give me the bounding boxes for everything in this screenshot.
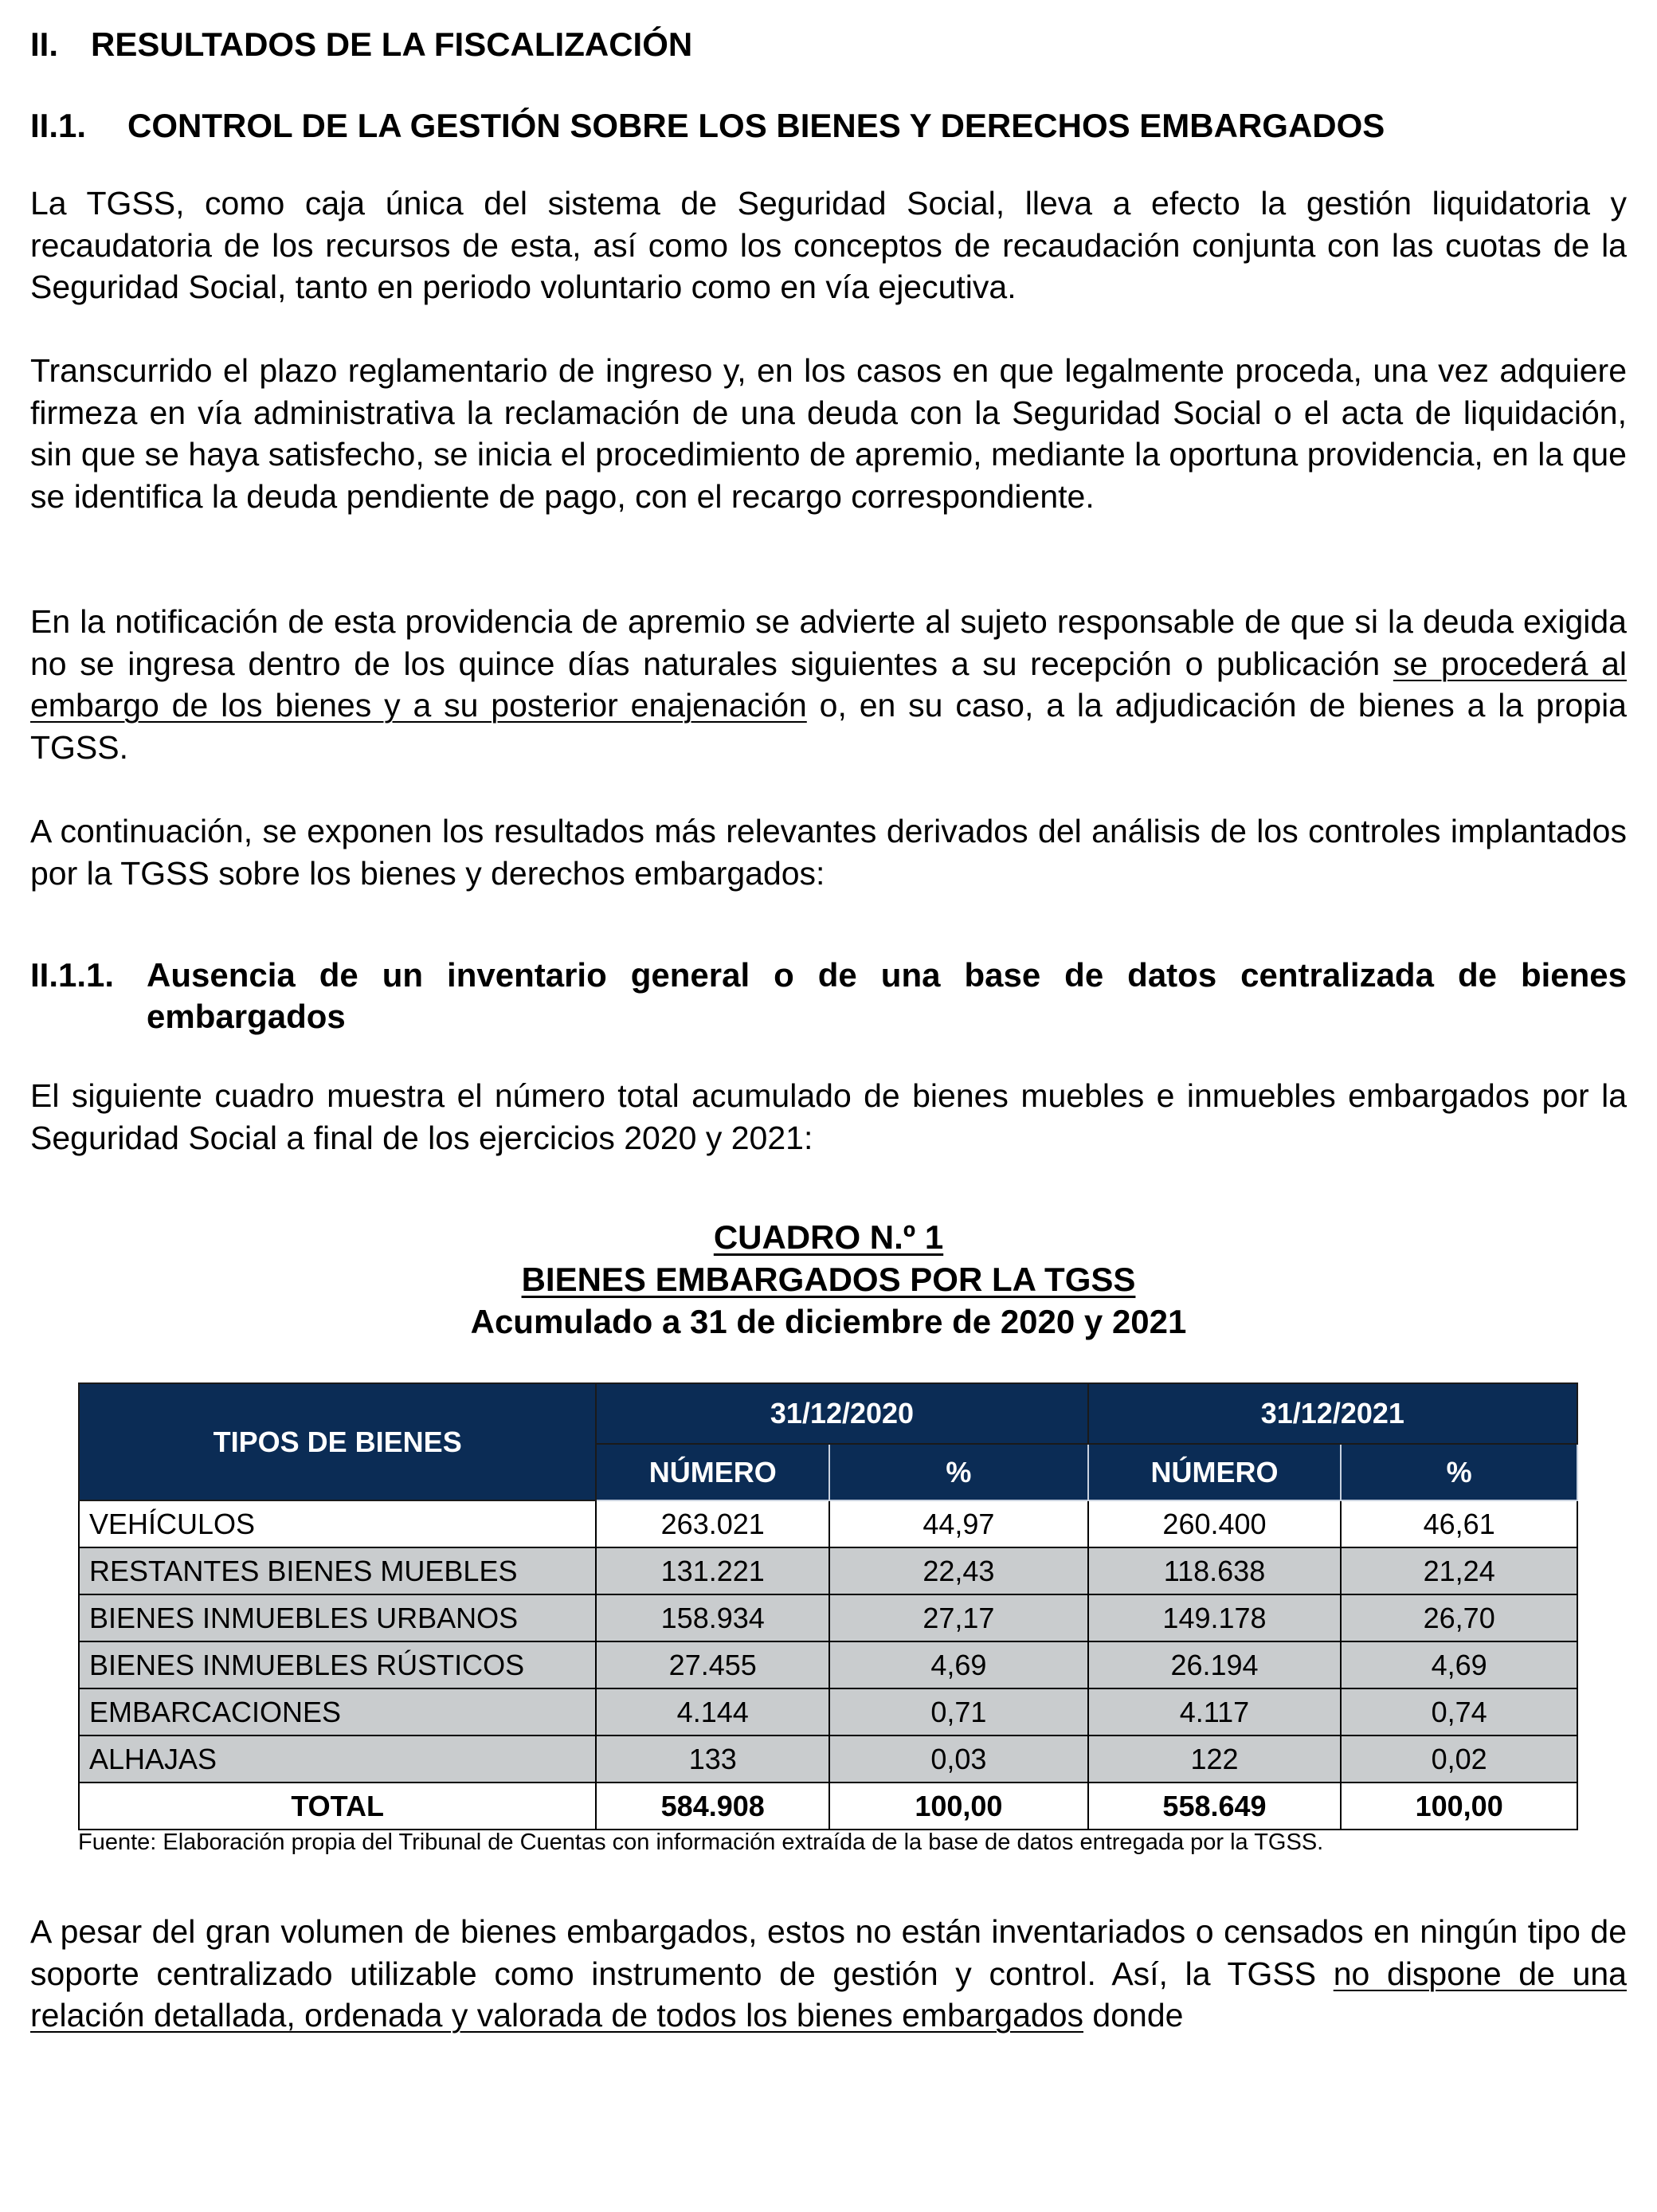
row-label: BIENES INMUEBLES RÚSTICOS xyxy=(79,1641,596,1688)
header-number-2021: NÚMERO xyxy=(1088,1444,1342,1500)
table-row xyxy=(79,1547,1577,1594)
cell-percent-2020: 0,03 xyxy=(829,1735,1088,1783)
paragraph-6-text-b: donde xyxy=(1083,1997,1184,2034)
paragraph-3 xyxy=(30,601,1627,768)
table-source-note: Fuente: Elaboración propia del Tribunal de Cuentas con información extraída de la base de datos entregada por la TGSS. xyxy=(78,1830,1324,1855)
row-label: RESTANTES BIENES MUEBLES xyxy=(79,1547,596,1594)
row-label: ALHAJAS xyxy=(79,1735,596,1783)
row-label: VEHÍCULOS xyxy=(79,1500,596,1547)
subsubsection-heading xyxy=(30,955,1627,1037)
paragraph-3-text-a: En la notificación de esta providencia de apremio se advierte al sujeto responsable de que si la deuda exigida no se ingresa dentro de los quince días naturales siguientes a su recepción o publicación xyxy=(30,603,1627,682)
table-caption-title xyxy=(30,1259,1627,1300)
table-caption-line-3: Acumulado a 31 de diciembre de 2020 y 2021 xyxy=(470,1303,1187,1340)
header-date-2020: 31/12/2020 xyxy=(596,1383,1087,1444)
header-asset-type: TIPOS DE BIENES xyxy=(79,1383,596,1500)
cell-percent-2021: 46,61 xyxy=(1341,1500,1577,1547)
cell-percent-2020: 0,71 xyxy=(829,1688,1088,1735)
paragraph-3-text-b: o, en su caso, a la adjudicación de bienes a la propia TGSS. xyxy=(30,687,1627,766)
cell-percent-2020: 4,69 xyxy=(829,1641,1088,1688)
cell-number-2021: 4.117 xyxy=(1088,1688,1342,1735)
cell-percent-2021: 21,24 xyxy=(1341,1547,1577,1594)
section-title: RESULTADOS DE LA FISCALIZACIÓN xyxy=(91,25,693,63)
cell-number-2021: 260.400 xyxy=(1088,1500,1342,1547)
subsubsection-title: Ausencia de un inventario general o de una base de datos centralizada de bienes embargados xyxy=(147,956,1627,1035)
total-percent-2020: 100,00 xyxy=(829,1783,1088,1830)
subsection-title: CONTROL DE LA GESTIÓN SOBRE LOS BIENES Y DERECHOS EMBARGADOS xyxy=(127,107,1385,144)
subsubsection-number: II.1.1. xyxy=(30,956,115,994)
table-caption-line-2: BIENES EMBARGADOS POR LA TGSS xyxy=(521,1261,1136,1298)
subsection-heading xyxy=(30,105,1385,147)
paragraph-3-underlined: se procederá al embargo de los bienes y a su posterior enajenación xyxy=(30,645,1627,724)
cell-number-2020: 131.221 xyxy=(596,1547,829,1594)
table-row xyxy=(79,1594,1577,1641)
cell-number-2020: 158.934 xyxy=(596,1594,829,1641)
cell-percent-2021: 4,69 xyxy=(1341,1641,1577,1688)
table-caption-number xyxy=(30,1217,1627,1258)
table-row xyxy=(79,1688,1577,1735)
total-label: TOTAL xyxy=(79,1783,596,1830)
paragraph-2: Transcurrido el plazo reglamentario de ingreso y, en los casos en que legalmente proceda, una vez adquiere firmeza en vía administrativa la reclamación de una deuda con la Seguridad Social o el acta de liquidación, sin que se haya satisfecho, se inicia el procedimiento de apremio, mediante la oportuna providencia, en la que se identifica la deuda pendiente de pago, con el recargo correspondiente. xyxy=(30,352,1627,515)
table-caption-line-1: CUADRO N.º 1 xyxy=(713,1218,944,1256)
paragraph-1: La TGSS, como caja única del sistema de Seguridad Social, lleva a efecto la gestión liquidatoria y recaudatoria de los recursos de esta, así como los conceptos de recaudación conjunta con las cuotas de la Seguridad Social, tanto en periodo voluntario como en vía ejecutiva. xyxy=(30,185,1627,305)
header-number-2020: NÚMERO xyxy=(596,1444,829,1500)
paragraph-6-underlined: no dispone de una relación detallada, ordenada y valorada de todos los bienes embargados xyxy=(30,1955,1627,2034)
cell-percent-2020: 22,43 xyxy=(829,1547,1088,1594)
seized-assets-table xyxy=(78,1382,1578,1830)
section-heading xyxy=(30,24,692,65)
header-percent-2021: % xyxy=(1341,1444,1577,1500)
header-percent-2020: % xyxy=(829,1444,1088,1500)
cell-number-2020: 27.455 xyxy=(596,1641,829,1688)
header-date-2021: 31/12/2021 xyxy=(1088,1383,1577,1444)
paragraph-6 xyxy=(30,1911,1627,2037)
section-number: II. xyxy=(30,25,59,63)
table-row xyxy=(79,1641,1577,1688)
total-number-2021: 558.649 xyxy=(1088,1783,1342,1830)
total-number-2020: 584.908 xyxy=(596,1783,829,1830)
cell-number-2021: 118.638 xyxy=(1088,1547,1342,1594)
subsection-number: II.1. xyxy=(30,107,87,144)
paragraph-5: El siguiente cuadro muestra el número total acumulado de bienes muebles e inmuebles embargados por la Seguridad Social a final de los ejercicios 2020 y 2021: xyxy=(30,1077,1627,1156)
row-label: EMBARCACIONES xyxy=(79,1688,596,1735)
table-total-row xyxy=(79,1783,1577,1830)
cell-number-2021: 122 xyxy=(1088,1735,1342,1783)
cell-number-2021: 26.194 xyxy=(1088,1641,1342,1688)
table-row xyxy=(79,1735,1577,1783)
cell-percent-2020: 27,17 xyxy=(829,1594,1088,1641)
cell-percent-2021: 0,02 xyxy=(1341,1735,1577,1783)
cell-number-2020: 4.144 xyxy=(596,1688,829,1735)
cell-number-2020: 263.021 xyxy=(596,1500,829,1547)
cell-percent-2021: 0,74 xyxy=(1341,1688,1577,1735)
cell-number-2020: 133 xyxy=(596,1735,829,1783)
paragraph-4: A continuación, se exponen los resultados más relevantes derivados del análisis de los controles implantados por la TGSS sobre los bienes y derechos embargados: xyxy=(30,813,1627,892)
table-row xyxy=(79,1500,1577,1547)
total-percent-2021: 100,00 xyxy=(1341,1783,1577,1830)
cell-number-2021: 149.178 xyxy=(1088,1594,1342,1641)
cell-percent-2020: 44,97 xyxy=(829,1500,1088,1547)
paragraph-6-text-a: A pesar del gran volumen de bienes embargados, estos no están inventariados o censados en ningún tipo de soporte centralizado utilizable como instrumento de gestión y control. Así, la TGSS xyxy=(30,1913,1627,1992)
row-label: BIENES INMUEBLES URBANOS xyxy=(79,1594,596,1641)
cell-percent-2021: 26,70 xyxy=(1341,1594,1577,1641)
